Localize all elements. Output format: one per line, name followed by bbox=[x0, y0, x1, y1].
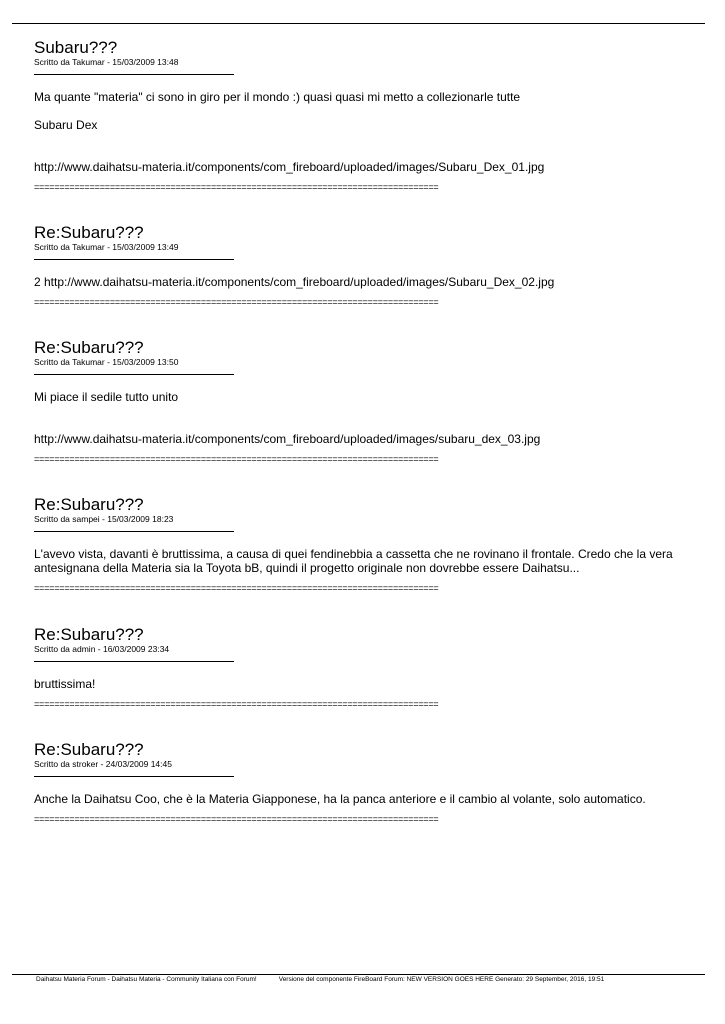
meta-rule bbox=[34, 259, 234, 260]
footer-rule bbox=[12, 974, 705, 975]
post-meta: Scritto da stroker - 24/03/2009 14:45 bbox=[34, 759, 172, 769]
post bbox=[34, 741, 694, 824]
post bbox=[34, 626, 694, 709]
post-title: Re:Subaru??? bbox=[34, 495, 144, 514]
footer-generator-info: Versione del componente FireBoard Forum: NEW VERSION GOES HERE Generato: 29 September, 2016, 19:51 bbox=[278, 976, 605, 983]
post-separator: ================================================================================ bbox=[34, 814, 439, 824]
post bbox=[34, 496, 694, 593]
post-meta: Scritto da Takumar - 15/03/2009 13:50 bbox=[34, 357, 179, 367]
post bbox=[34, 224, 694, 307]
post-meta: Scritto da sampei - 15/03/2009 18:23 bbox=[34, 514, 174, 524]
post bbox=[34, 39, 694, 192]
image-url: 2 http://www.daihatsu-materia.it/components/com_fireboard/uploaded/images/Subaru_Dex_02.jpg bbox=[34, 275, 555, 289]
post-body-text: L'avevo vista, davanti è bruttissima, a causa di quei fendinebbia a cassetta che ne rovinano il frontale. Credo che la vera antesignana della Materia sia la Toyota bB, quindi il progetto originale non dovrebbe essere Daihatsu... bbox=[34, 547, 673, 575]
post-body-text: Subaru Dex bbox=[34, 118, 98, 132]
post bbox=[34, 339, 694, 464]
post-title: Re:Subaru??? bbox=[34, 625, 144, 644]
post-meta: Scritto da Takumar - 15/03/2009 13:49 bbox=[34, 242, 179, 252]
post-title: Re:Subaru??? bbox=[34, 740, 144, 759]
meta-rule bbox=[34, 531, 234, 532]
post-separator: ================================================================================ bbox=[34, 454, 439, 464]
post-separator: ================================================================================ bbox=[34, 699, 439, 709]
image-url: http://www.daihatsu-materia.it/components/com_fireboard/uploaded/images/Subaru_Dex_01.jpg bbox=[34, 160, 545, 174]
meta-rule bbox=[34, 374, 234, 375]
meta-rule bbox=[34, 776, 234, 777]
post-meta: Scritto da admin - 16/03/2009 23:34 bbox=[34, 644, 170, 654]
post-body-text: bruttissima! bbox=[34, 677, 96, 691]
post-meta: Scritto da Takumar - 15/03/2009 13:48 bbox=[34, 57, 179, 67]
meta-rule bbox=[34, 74, 234, 75]
meta-rule bbox=[34, 661, 234, 662]
page-footer bbox=[36, 976, 626, 984]
post-body-text: Anche la Daihatsu Coo, che è la Materia Giapponese, ha la panca anteriore e il cambio al volante, solo automatico. bbox=[34, 792, 646, 806]
post-title: Subaru??? bbox=[34, 38, 118, 57]
post-title: Re:Subaru??? bbox=[34, 223, 144, 242]
post-separator: ================================================================================ bbox=[34, 297, 439, 307]
post-separator: ================================================================================ bbox=[34, 583, 439, 593]
header-rule bbox=[12, 23, 705, 24]
post-body-text: Mi piace il sedile tutto unito bbox=[34, 390, 179, 404]
post-title: Re:Subaru??? bbox=[34, 338, 144, 357]
image-url: http://www.daihatsu-materia.it/components/com_fireboard/uploaded/images/subaru_dex_03.jpg bbox=[34, 432, 541, 446]
post-separator: ================================================================================ bbox=[34, 182, 439, 192]
post-body-text: Ma quante "materia" ci sono in giro per il mondo :) quasi quasi mi metto a collezionarle tutte bbox=[34, 90, 521, 104]
footer-site-name: Daihatsu Materia Forum - Daihatsu Materia - Community Italiana con Forum! bbox=[36, 976, 257, 983]
